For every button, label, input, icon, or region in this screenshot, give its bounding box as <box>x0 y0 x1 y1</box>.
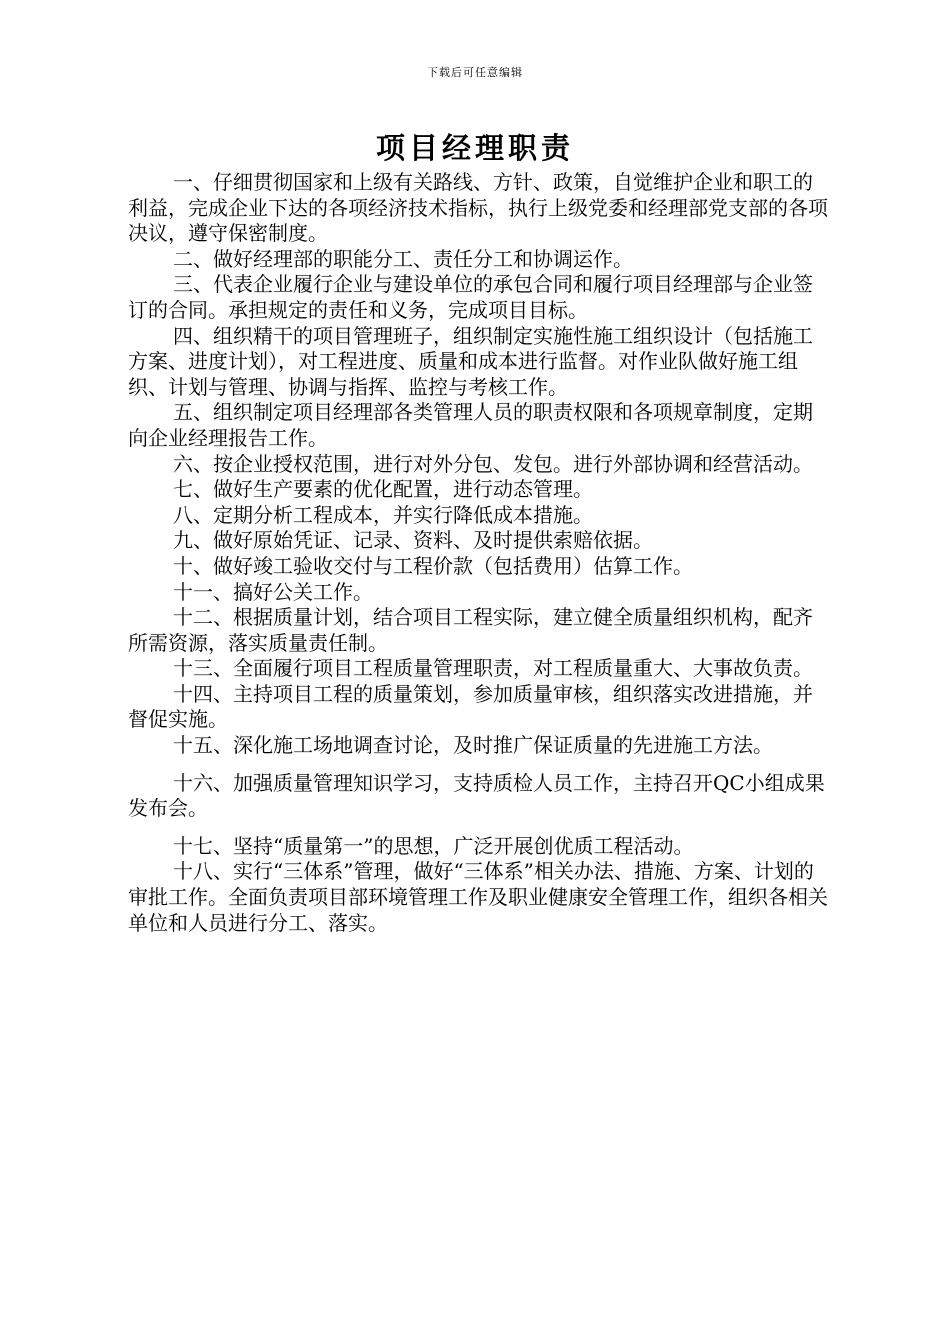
duty-item-9: 九、做好原始凭证、记录、资料、及时提供索赔依据。 <box>173 528 653 553</box>
page-title: 项目经理职责 <box>375 131 574 165</box>
duty-item-8: 八、定期分析工程成本，并实行降低成本措施。 <box>173 502 593 527</box>
duty-item-18: 十八、实行“三体系”管理，做好“三体系”相关办法、措施、方案、计划的审批工作。全面负责项目部环境管理工作及职业健康安全管理工作，组织各相关单位和人员进行分工、落实。 <box>128 859 828 935</box>
duty-item-3: 三、代表企业履行企业与建设单位的承包合同和履行项目经理部与企业签订的合同。承担规定的责任和义务，完成项目目标。 <box>128 272 813 322</box>
duty-item-5: 五、组织制定项目经理部各类管理人员的职责权限和各项规章制度，定期向企业经理报告工作。 <box>128 400 813 450</box>
duty-item-12: 十二、根据质量计划，结合项目工程实际，建立健全质量组织机构，配齐所需资源，落实质量责任制。 <box>128 605 813 655</box>
duty-item-16: 十六、加强质量管理知识学习，支持质检人员工作，主持召开QC小组成果发布会。 <box>128 770 825 821</box>
duty-item-2: 二、做好经理部的职能分工、责任分工和协调运作。 <box>173 246 633 271</box>
duty-item-14: 十四、主持项目工程的质量策划，参加质量审核，组织落实改进措施，并督促实施。 <box>128 681 813 732</box>
duty-item-4: 四、组织精干的项目管理班子，组织制定实施性施工组织设计（包括施工方案、进度计划），对工程进度、质量和成本进行监督。对作业队做好施工组织、计划与管理、协调与指挥、监控与考核工作。 <box>128 323 813 399</box>
duty-item-13: 十三、全面履行项目工程质量管理职责，对工程质量重大、大事故负责。 <box>173 656 813 681</box>
duty-item-10: 十、做好竣工验收交付与工程价款（包括费用）估算工作。 <box>173 553 693 578</box>
document-body <box>128 170 828 936</box>
duty-item-6: 六、按企业授权范围，进行对外分包、发包。进行外部协调和经营活动。 <box>173 451 813 476</box>
page-header-note: 下载后可任意编辑 <box>427 66 523 79</box>
duty-item-15: 十五、深化施工场地调查讨论，及时推广保证质量的先进施工方法。 <box>173 733 773 758</box>
duty-item-7: 七、做好生产要素的优化配置，进行动态管理。 <box>173 477 593 502</box>
duty-item-17: 十七、坚持“质量第一”的思想，广泛开展创优质工程活动。 <box>173 833 694 858</box>
duty-item-1: 一、仔细贯彻国家和上级有关路线、方针、政策，自觉维护企业和职工的利益，完成企业下达的各项经济技术指标，执行上级党委和经理部党支部的各项决议，遵守保密制度。 <box>128 170 828 246</box>
duty-item-11: 十一、搞好公关工作。 <box>173 579 373 604</box>
